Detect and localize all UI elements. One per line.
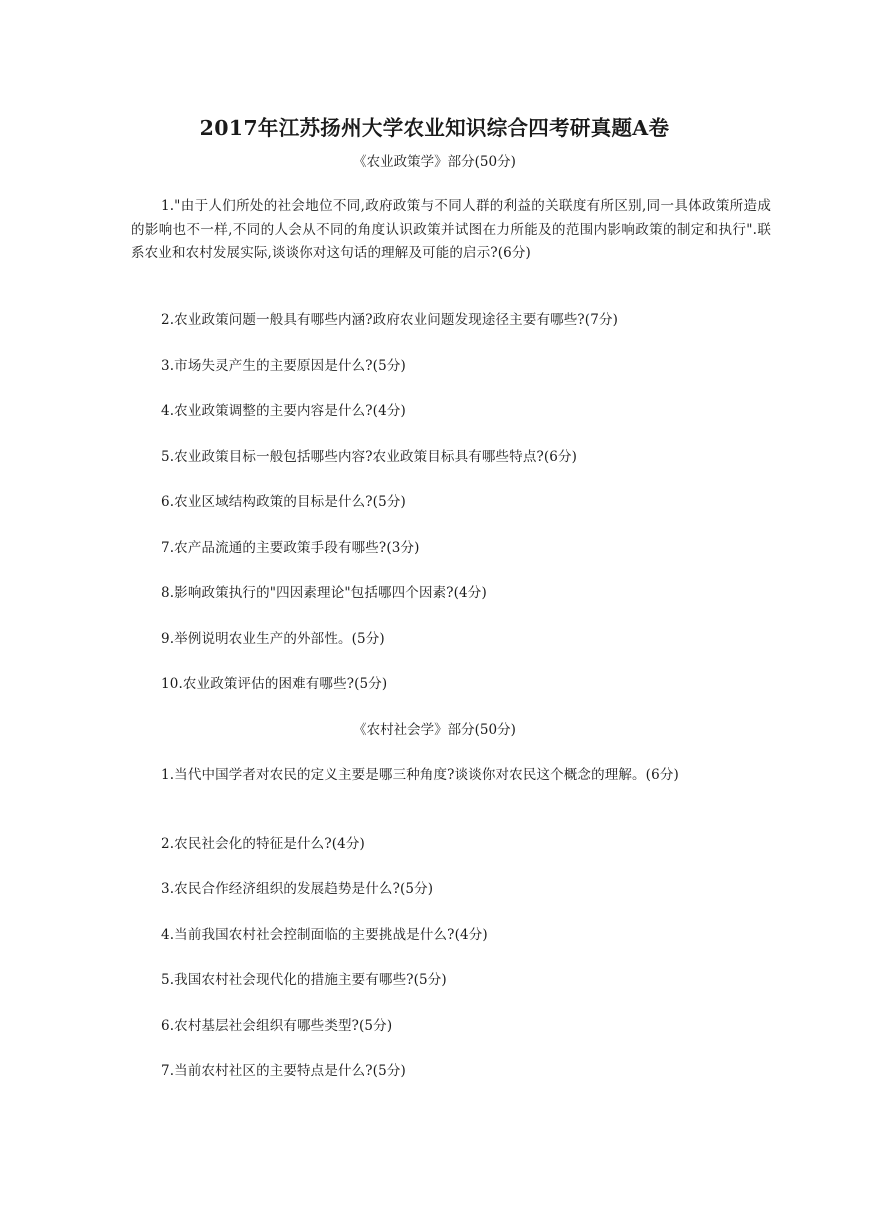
- question-sociology-5: 5.我国农村社会现代化的措施主要有哪些?(5分): [161, 972, 447, 988]
- document-title: 2017年江苏扬州大学农业知识综合四考研真题A卷: [199, 116, 670, 140]
- question-sociology-1: 1.当代中国学者对农民的定义主要是哪三种角度?谈谈你对农民这个概念的理解。(6分): [161, 767, 679, 783]
- question-sociology-2: 2.农民社会化的特征是什么?(4分): [161, 836, 365, 852]
- question-policy-8: 8.影响政策执行的"四因素理论"包括哪四个因素?(4分): [161, 585, 487, 601]
- question-sociology-6: 6.农村基层社会组织有哪些类型?(5分): [161, 1018, 393, 1034]
- question-sociology-3: 3.农民合作经济组织的发展趋势是什么?(5分): [161, 881, 434, 897]
- question-policy-3: 3.市场失灵产生的主要原因是什么?(5分): [161, 358, 406, 374]
- question-policy-6: 6.农业区域结构政策的目标是什么?(5分): [161, 494, 406, 510]
- question-sociology-7: 7.当前农村社区的主要特点是什么?(5分): [161, 1063, 406, 1079]
- question-policy-5: 5.农业政策目标一般包括哪些内容?农业政策目标具有哪些特点?(6分): [161, 449, 578, 465]
- question-policy-1: 1."由于人们所处的社会地位不同,政府政策与不同人群的利益的关联度有所区别,同一具体政策所造成的影响也不一样,不同的人会从不同的角度认识政策并试图在力所能及的范围内影响政策的制定和执行".联系农业和农村发展实际,谈谈你对这句话的理解及可能的启示?(6分): [131, 198, 771, 261]
- question-policy-2: 2.农业政策问题一般具有哪些内涵?政府农业问题发现途径主要有哪些?(7分): [161, 312, 619, 328]
- question-policy-10: 10.农业政策评估的困难有哪些?(5分): [161, 676, 388, 692]
- question-policy-7: 7.农产品流通的主要政策手段有哪些?(3分): [161, 540, 420, 556]
- section-heading-agricultural-policy: 《农业政策学》部分(50分): [353, 154, 516, 170]
- question-policy-4: 4.农业政策调整的主要内容是什么?(4分): [161, 403, 406, 419]
- question-policy-9: 9.举例说明农业生产的外部性。(5分): [161, 631, 385, 647]
- section-heading-rural-sociology: 《农村社会学》部分(50分): [353, 722, 516, 738]
- question-sociology-4: 4.当前我国农村社会控制面临的主要挑战是什么?(4分): [161, 927, 488, 943]
